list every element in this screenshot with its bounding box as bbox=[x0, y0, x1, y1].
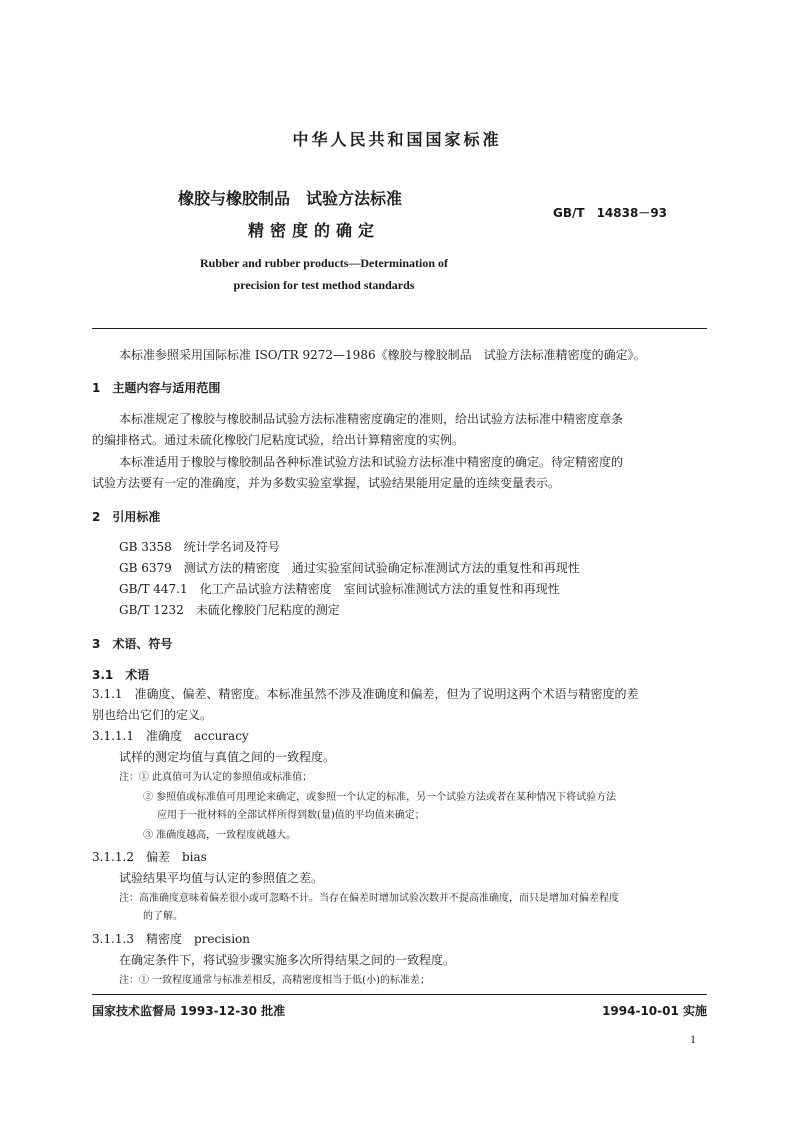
implementation-date: 1994-10-01 实施 bbox=[602, 1004, 707, 1018]
section-2-heading: 2 引用标准 bbox=[92, 510, 161, 524]
section-3-1-heading: 3.1 术语 bbox=[92, 668, 150, 682]
clause-3-1-1-2-heading: 3.1.1.2 偏差 bias bbox=[92, 850, 207, 864]
national-standard-heading: 中华人民共和国国家标准 bbox=[292, 130, 502, 149]
approval-info: 国家技术监督局 1993-12-30 批准 bbox=[92, 1004, 286, 1018]
section-1-paragraph-1-cont: 的编排格式。通过未硫化橡胶门尼粘度试验，给出计算精密度的实例。 bbox=[92, 433, 465, 447]
section-1-paragraph-2: 本标准适用于橡胶与橡胶制品各种标准试验方法和试验方法标准中精密度的确定。待定精密度的 bbox=[119, 455, 624, 469]
standard-number: GB/T 14838－93 bbox=[553, 206, 668, 220]
bias-note: 注：高准确度意味着偏差很小或可忽略不计。当存在偏差时增加试验次数并不提高准确度，而只是增加对偏差程度 bbox=[119, 893, 619, 904]
reference-item: GB/T 447.1 化工产品试验方法精密度 室间试验标准测试方法的重复性和再现性 bbox=[119, 582, 560, 596]
chinese-title-line1: 橡胶与橡胶制品 试验方法标准 bbox=[178, 189, 403, 208]
header-divider bbox=[92, 328, 707, 329]
section-1-paragraph-1: 本标准规定了橡胶与橡胶制品试验方法标准精密度确定的准则，给出试验方法标准中精密度章条 bbox=[119, 412, 624, 426]
accuracy-note-2: ② 参照值或标准值可用理论来确定，或参照一个认定的标准，另一个试验方法或者在某种情况下将试验方法 bbox=[143, 792, 617, 803]
footer-divider bbox=[92, 994, 707, 995]
accuracy-note-1: 注：① 此真值可为认定的参照值或标准值； bbox=[119, 772, 313, 783]
clause-3-1-1-3-heading: 3.1.1.3 精密度 precision bbox=[92, 932, 251, 946]
bias-definition: 试验结果平均值与认定的参照值之差。 bbox=[119, 871, 324, 885]
precision-definition: 在确定条件下，将试验步骤实施多次所得结果之间的一致程度。 bbox=[119, 953, 456, 967]
reference-item: GB 6379 测试方法的精密度 通过实验室间试验确定标准测试方法的重复性和再现性 bbox=[119, 561, 580, 575]
clause-3-1-1-cont: 别也给出它们的定义。 bbox=[92, 708, 213, 722]
english-title-line2: precision for test method standards bbox=[233, 278, 415, 292]
precision-note-1: 注：① 一致程度通常与标准差相反，高精密度相当于低(小)的标准差； bbox=[119, 975, 430, 986]
clause-3-1-1-1-heading: 3.1.1.1 准确度 accuracy bbox=[92, 729, 249, 743]
accuracy-note-2-cont: 应用于一批材料的全部试样所得到数(量)值的平均值来确定； bbox=[157, 810, 425, 821]
section-3-heading: 3 术语、符号 bbox=[92, 637, 173, 651]
section-1-heading: 1 主题内容与适用范围 bbox=[92, 381, 221, 395]
accuracy-definition: 试样的测定均值与真值之间的一致程度。 bbox=[119, 750, 336, 764]
accuracy-note-3: ③ 准确度越高，一致程度就越大。 bbox=[143, 830, 297, 841]
bias-note-cont: 的了解。 bbox=[143, 911, 183, 922]
english-title-line1: Rubber and rubber products—Determination of bbox=[199, 256, 449, 270]
page-number: 1 bbox=[690, 1032, 696, 1046]
section-1-paragraph-2-cont: 试验方法要有一定的准确度，并为多数实验室掌握，试验结果能用定量的连续变量表示。 bbox=[92, 476, 561, 490]
clause-3-1-1: 3.1.1 准确度、偏差、精密度。本标准虽然不涉及准确度和偏差，但为了说明这两个术语与精密度的差 bbox=[92, 687, 639, 701]
reference-item: GB 3358 统计学名词及符号 bbox=[119, 540, 280, 554]
reference-item: GB/T 1232 未硫化橡胶门尼粘度的测定 bbox=[119, 603, 340, 617]
chinese-title-line2: 精密度的确定 bbox=[248, 221, 381, 240]
intro-paragraph: 本标准参照采用国际标准 ISO/TR 9272—1986《橡胶与橡胶制品 试验方法标准精密度的确定》。 bbox=[119, 348, 646, 362]
